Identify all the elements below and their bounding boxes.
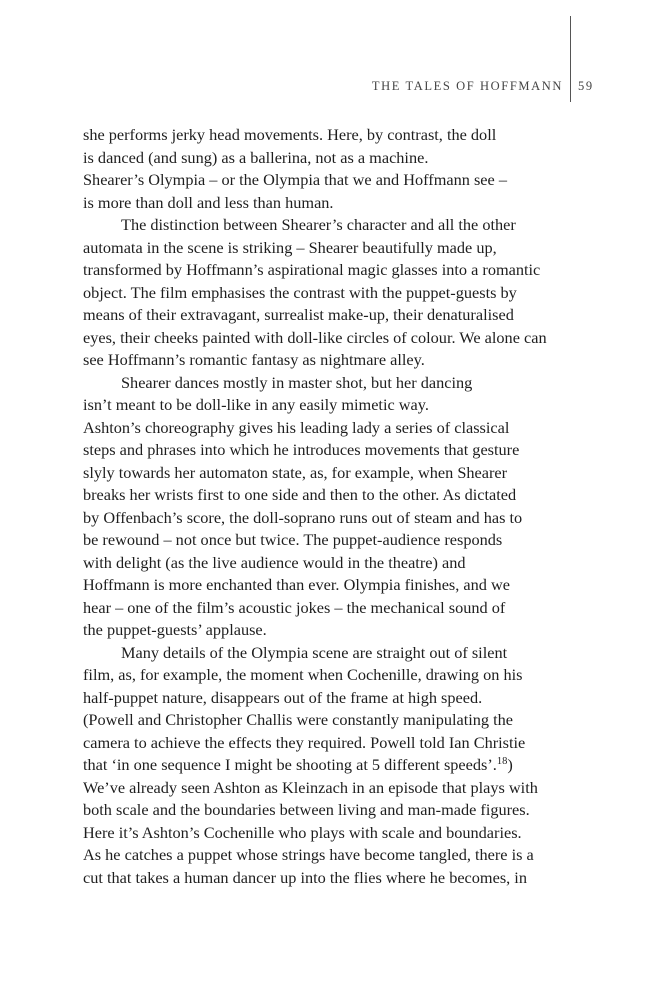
text-line — [83, 574, 577, 597]
paragraph — [83, 642, 577, 890]
text-line — [83, 237, 577, 260]
text-line — [83, 799, 577, 822]
line-text: The distinction between Shearer’s character and all the other — [121, 215, 516, 234]
text-line — [83, 349, 577, 372]
line-text: We’ve already seen Ashton as Kleinzach in an episode that plays with — [83, 777, 538, 797]
line-text: with delight (as the live audience would in the theatre) and — [83, 552, 466, 572]
line-text: by Offenbach’s score, the doll-soprano runs out of steam and has to — [83, 507, 523, 527]
text-line — [83, 822, 577, 845]
line-text: slyly towards her automaton state, as, for example, when Shearer — [83, 462, 508, 482]
text-line — [83, 619, 577, 642]
line-text: camera to achieve the effects they required. Powell told Ian Christie — [83, 732, 526, 752]
text-line — [83, 867, 577, 890]
text-line — [83, 777, 577, 800]
page-number: 59 — [578, 79, 594, 93]
line-text: isn’t meant to be doll-like in any easily mimetic way. — [83, 395, 429, 414]
text-line — [83, 304, 577, 327]
text-line — [83, 529, 577, 552]
header-rule — [570, 16, 571, 102]
line-text: she performs jerky head movements. Here, by contrast, the doll — [83, 125, 497, 144]
line-text: cut that takes a human dancer up into the flies where he becomes, in — [83, 867, 527, 887]
text-line — [83, 642, 577, 665]
line-text: is danced (and sung) as a ballerina, not as a machine. — [83, 147, 429, 167]
text-line — [83, 507, 577, 530]
line-text: (Powell and Christopher Challis were constantly manipulating the — [83, 710, 514, 729]
text-line — [83, 484, 577, 507]
text-line — [83, 552, 577, 575]
text-line — [83, 687, 577, 710]
line-text: As he catches a puppet whose strings have become tangled, there is a — [83, 845, 534, 864]
line-text: the puppet-guests’ applause. — [83, 620, 267, 639]
paragraph — [83, 372, 577, 642]
paragraph — [83, 214, 577, 372]
text-line — [83, 214, 577, 237]
line-text: both scale and the boundaries between living and man-made figures. — [83, 800, 530, 819]
line-text: Shearer’s Olympia – or the Olympia that we and Hoffmann see – — [83, 170, 507, 189]
line-text: Here it’s Ashton’s Cochenille who plays with scale and boundaries. — [83, 822, 522, 842]
line-text: film, as, for example, the moment when Cochenille, drawing on his — [83, 665, 523, 684]
line-text: be rewound – not once but twice. The puppet-audience responds — [83, 530, 503, 549]
line-text: half-puppet nature, disappears out of the frame at high speed. — [83, 687, 483, 707]
text-line — [83, 282, 577, 305]
text-line — [83, 709, 577, 732]
text-line — [83, 754, 577, 777]
line-text: Hoffmann is more enchanted than ever. Olympia finishes, and we — [83, 575, 510, 594]
text-line — [83, 439, 577, 462]
body-text — [83, 124, 577, 889]
paragraph — [83, 124, 577, 214]
line-text: means of their extravagant, surrealist make-up, their denaturalised — [83, 305, 514, 324]
text-line — [83, 124, 577, 147]
line-text: Ashton’s choreography gives his leading lady a series of classical — [83, 417, 510, 437]
line-text: eyes, their cheeks painted with doll-like circles of colour. We alone can — [83, 327, 547, 347]
text-line — [83, 417, 577, 440]
text-line — [83, 259, 577, 282]
text-line — [83, 732, 577, 755]
closing-parenthesis: ) — [507, 755, 513, 774]
text-line — [83, 462, 577, 485]
text-line — [83, 597, 577, 620]
line-text: Shearer dances mostly in master shot, but her dancing — [121, 372, 473, 392]
footnote-reference: 18 — [496, 756, 508, 767]
line-text: see Hoffmann’s romantic fantasy as nightmare alley. — [83, 350, 425, 369]
line-text: transformed by Hoffmann’s aspirational magic glasses into a romantic — [83, 260, 541, 279]
text-line — [83, 844, 577, 867]
line-text: hear – one of the film’s acoustic jokes – the mechanical sound of — [83, 597, 506, 617]
text-line — [83, 192, 577, 215]
line-text: Many details of the Olympia scene are straight out of silent — [121, 642, 508, 662]
text-line — [83, 394, 577, 417]
line-text: is more than doll and less than human. — [83, 192, 334, 212]
line-text: that ‘in one sequence I might be shooting at 5 different speeds’. — [83, 755, 497, 774]
text-line — [83, 327, 577, 350]
line-text: object. The film emphasises the contrast with the puppet-guests by — [83, 282, 517, 302]
line-text: steps and phrases into which he introduces movements that gesture — [83, 440, 520, 459]
running-title: THE TALES OF HOFFMANN — [371, 79, 563, 93]
text-line — [83, 664, 577, 687]
line-text: breaks her wrists first to one side and then to the other. As dictated — [83, 485, 517, 504]
line-text: automata in the scene is striking – Shearer beautifully made up, — [83, 237, 497, 257]
text-line — [83, 169, 577, 192]
text-line — [83, 147, 577, 170]
text-line — [83, 372, 577, 395]
